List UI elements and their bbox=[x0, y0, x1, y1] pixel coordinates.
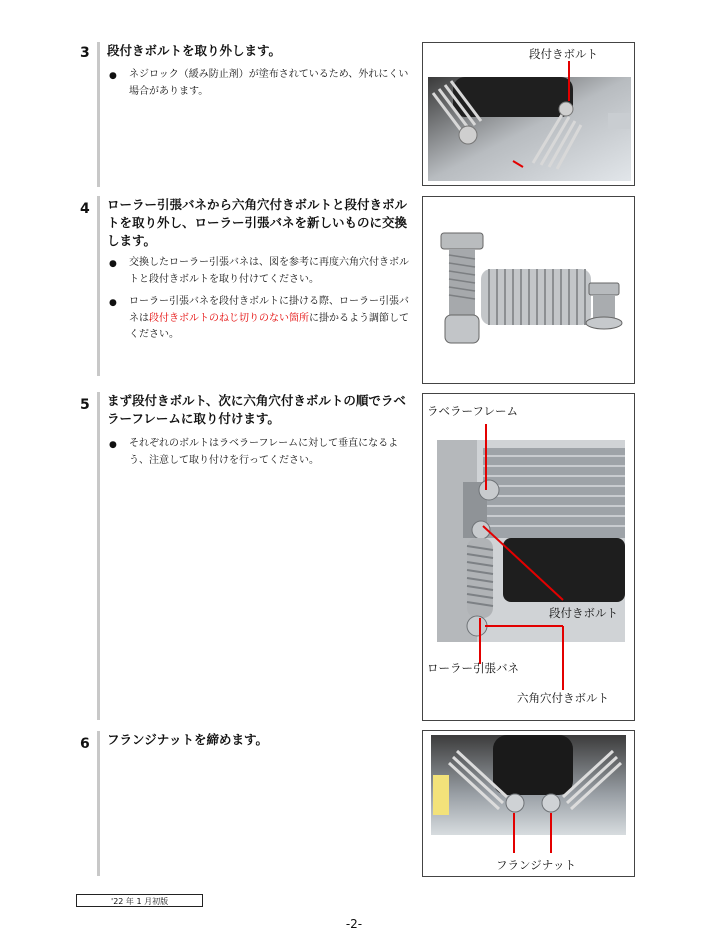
page-number: -2- bbox=[345, 917, 363, 931]
step-3-photo-image bbox=[423, 43, 634, 185]
step-5-bar bbox=[97, 392, 100, 720]
step-3-bullet-1: ネジロック（緩み防止剤）が塗布されているため、外れにくい場合があります。 bbox=[129, 69, 409, 97]
step-5-number: 5 bbox=[80, 397, 90, 413]
step-3-photo bbox=[422, 42, 635, 186]
step-3-title: 段付きボルトを取り外します。 bbox=[107, 43, 282, 58]
edition-box: '22 年 1 月初版 bbox=[76, 894, 203, 907]
step-3-number: 3 bbox=[80, 45, 90, 61]
step-4-bar bbox=[97, 196, 100, 376]
bullet-icon: ● bbox=[109, 440, 117, 450]
step-5-bullet-1: それぞれのボルトはラベラーフレームに対して垂直になるよう、注意して取り付けを行ってください。 bbox=[129, 438, 399, 466]
bullet-icon: ● bbox=[109, 71, 117, 81]
step-5-photo bbox=[422, 393, 635, 721]
photo-label-hex-socket-bolt: 六角穴付きボルト bbox=[517, 691, 609, 705]
bullet-icon: ● bbox=[109, 298, 117, 308]
photo-label-flange-nut: フランジナット bbox=[496, 858, 576, 872]
step-6-photo bbox=[422, 730, 635, 877]
step-4-bullet-1: 交換したローラー引張バネは、図を参考に再度六角穴付きボルトと段付きボルトを取り付けてください。 bbox=[129, 257, 409, 285]
step-6-number: 6 bbox=[80, 736, 90, 752]
step-6-bar bbox=[97, 731, 100, 876]
step-4-photo-image bbox=[423, 197, 634, 383]
step-4-bullet-2: ローラー引張バネを段付きボルトに掛ける際、ローラー引張バネは段付きボルトのねじ切りのない箇所に掛かるよう調節してください。 bbox=[129, 296, 409, 340]
step-4-number: 4 bbox=[80, 201, 90, 217]
photo-label-stepped-bolt: 段付きボルト bbox=[549, 606, 618, 620]
step-6-photo-image bbox=[423, 731, 634, 876]
step-4-photo bbox=[422, 196, 635, 384]
step-6-title: フランジナットを締めます。 bbox=[107, 732, 268, 747]
bullet-icon: ● bbox=[109, 259, 117, 269]
step-4-title: ローラー引張バネから六角穴付きボルトと段付きボルトを取り外し、ローラー引張バネを新しいものに交換します。 bbox=[107, 197, 408, 248]
photo-label-labeler-frame: ラベラーフレーム bbox=[427, 404, 518, 418]
photo-label-roller-tension-spring: ローラー引張バネ bbox=[427, 661, 519, 675]
photo-label-stepped-bolt: 段付きボルト bbox=[529, 47, 598, 61]
step-5-title: まず段付きボルト、次に六角穴付きボルトの順でラベラーフレームに取り付けます。 bbox=[107, 393, 406, 426]
step-3-bar bbox=[97, 42, 100, 187]
